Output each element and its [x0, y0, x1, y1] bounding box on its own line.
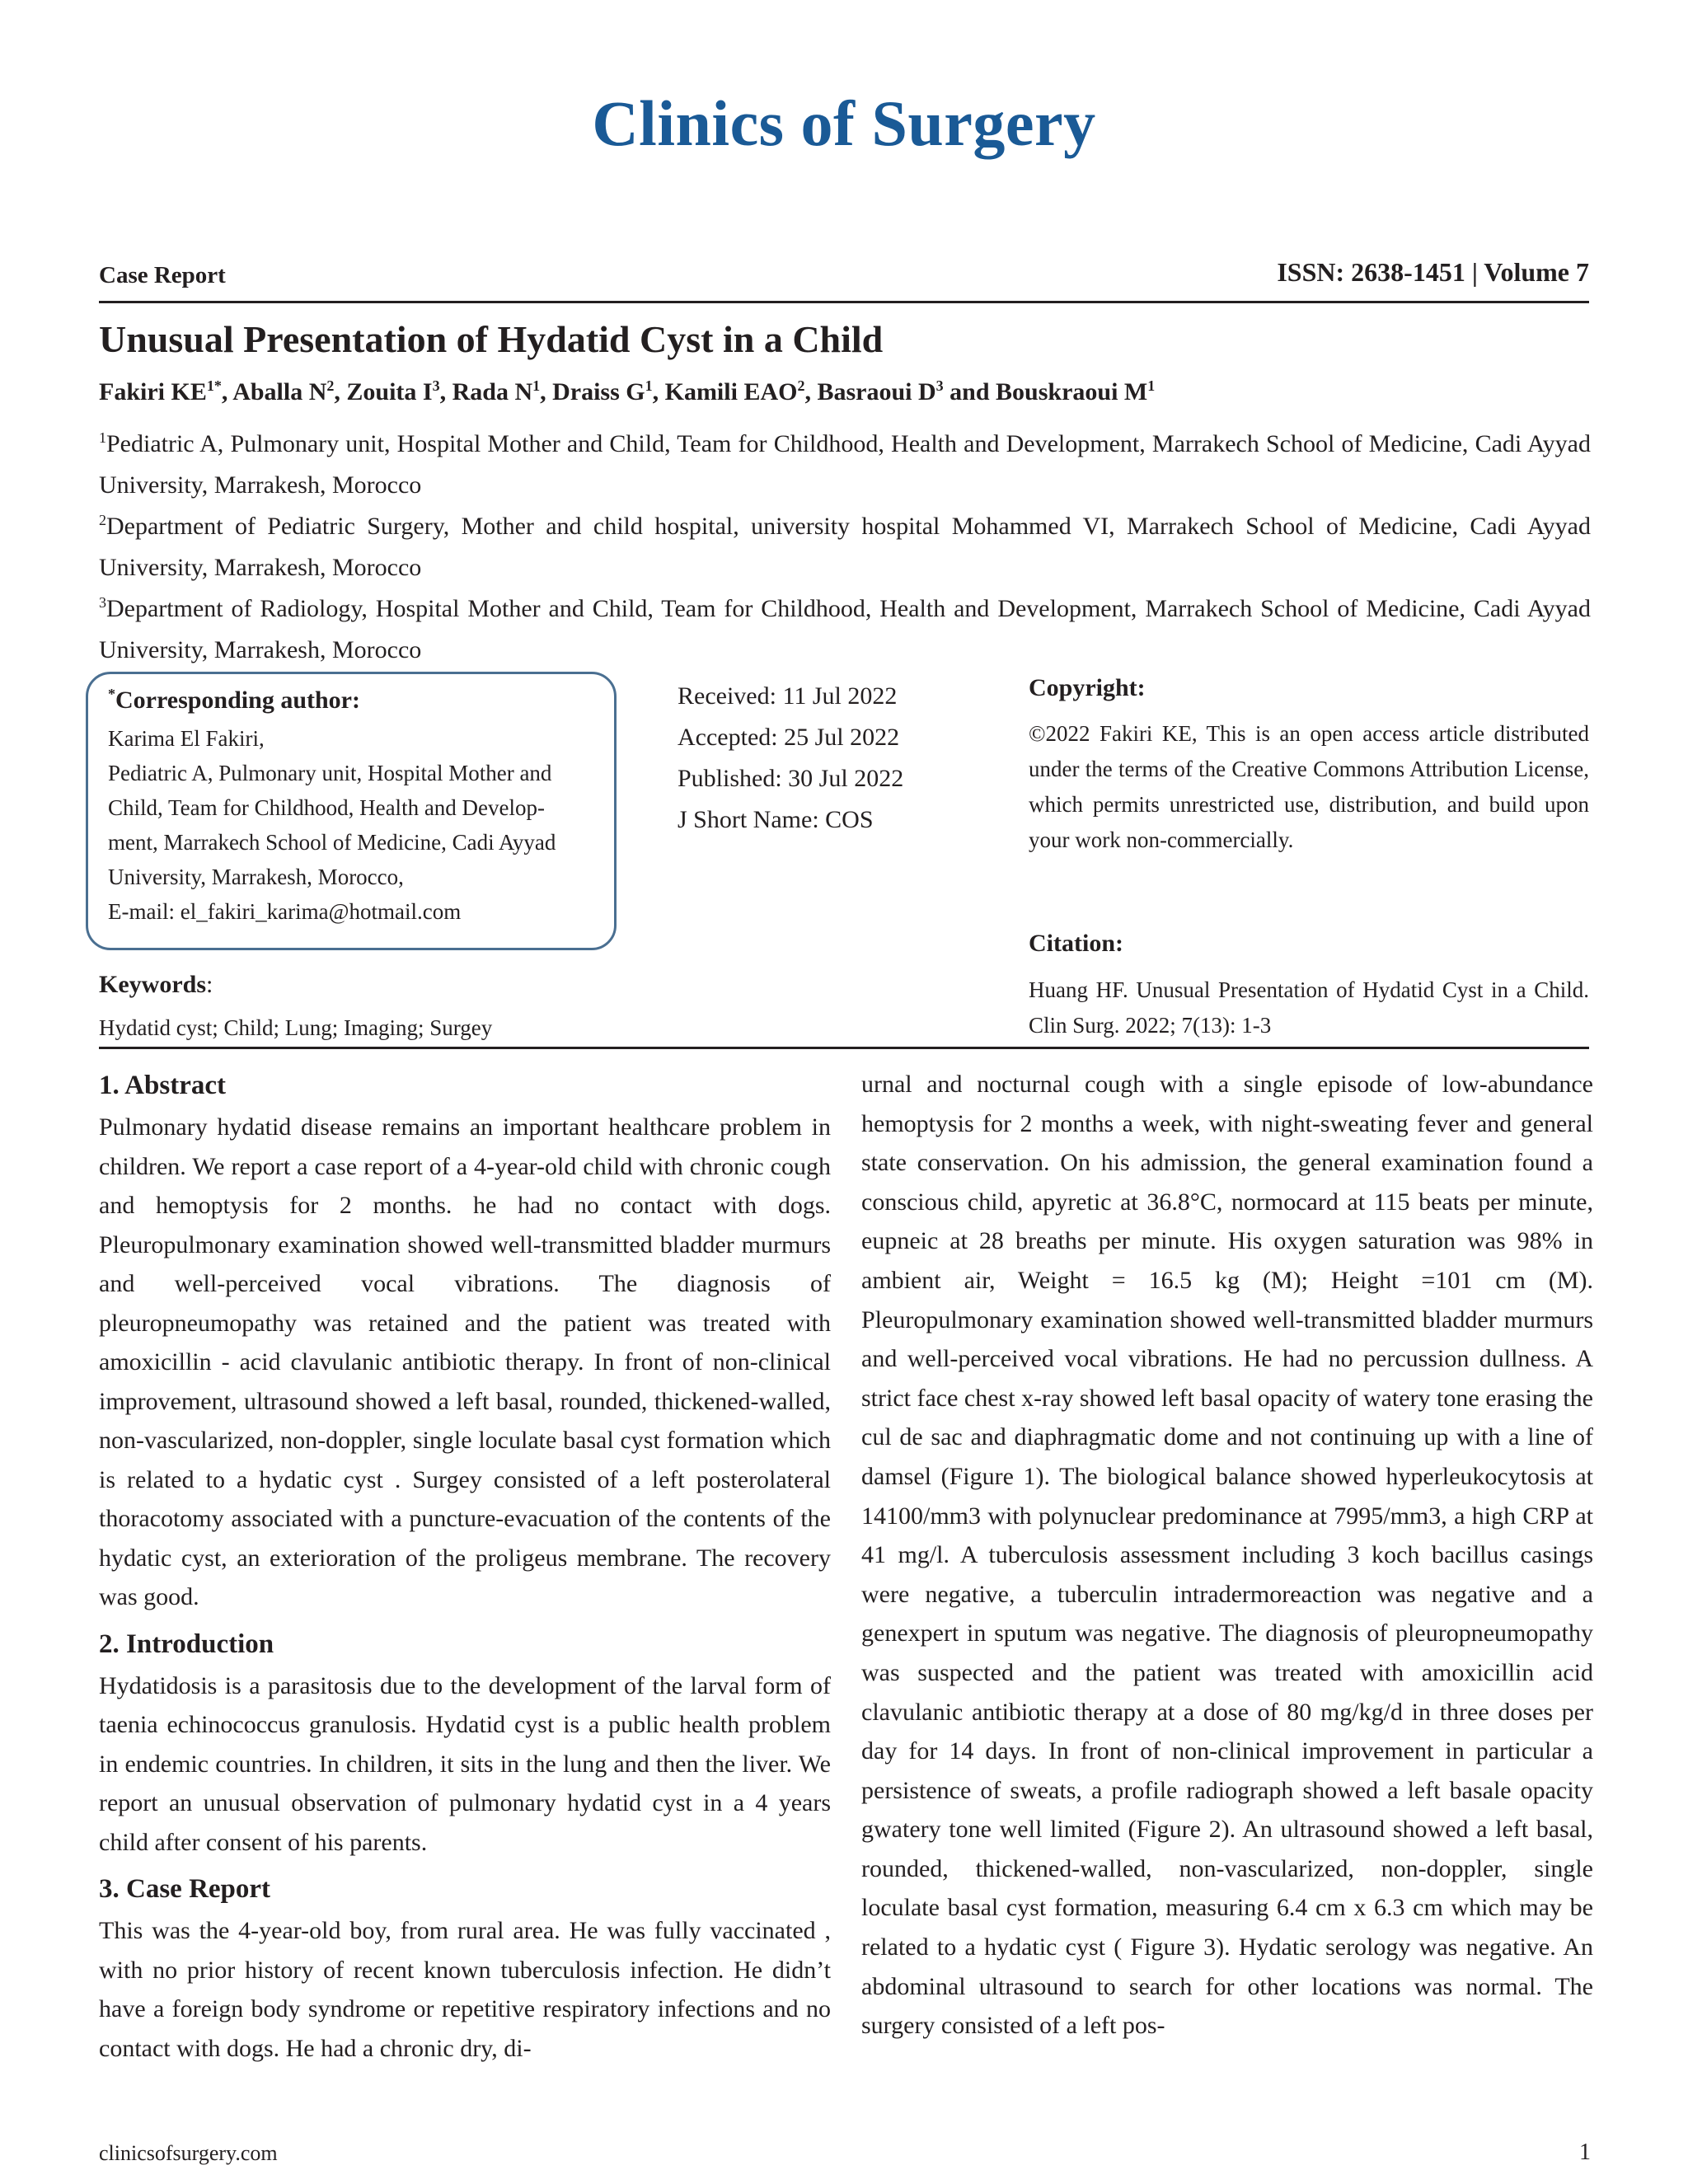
author: Aballa $N^2$,	[232, 377, 347, 405]
published-date: Published: 30 Jul 2022	[678, 765, 904, 792]
corresponding-author-address: ment, Marrakech School of Medicine, Cadi Ayyad	[108, 830, 556, 855]
author-list	[99, 377, 1591, 406]
accepted-date: Accepted: 25 Jul 2022	[678, 724, 900, 751]
journal-title: Clinics of Surgery	[592, 87, 1096, 159]
case-report-text: This was the 4-year-old boy, from rural area. He was fully vaccinated , with no prior history of recent known tuberculosis infection. He didn’t have a foreign body syndrome or repetitive respiratory infections and no contact with dogs. He had a chronic dry, di-	[99, 1917, 831, 2062]
affiliation-1: $^1$Pediatric A, Pulmonary unit, Hospital Mother and Child, Team for Childhood, Health and Development, Marrakech School of Medicine, Cadi Ayyad University, Marrakesh, Morocco	[99, 429, 1591, 499]
article-type: Case Report	[99, 262, 226, 288]
article-dates	[678, 676, 903, 841]
issn-volume: ISSN: 2638-1451 | Volume 7	[1277, 257, 1589, 287]
corresponding-author-name: Karima El Fakiri,	[108, 726, 265, 751]
author: Draiss $G^1$,	[552, 377, 665, 405]
footer-url[interactable]: clinicsofsurgery.com	[99, 2141, 278, 2165]
author: Zouita $I^3$,	[346, 377, 452, 405]
corresponding-author-address: University, Marrakesh, Morocco,	[108, 865, 404, 889]
keywords-title: Keywords:	[99, 971, 213, 998]
author: Kamili EAO$^2$,	[664, 377, 818, 405]
case-report-text-continued: urnal and nocturnal cough with a single episode of low-abundance hemoptysis for 2 months a week, with night-sweating fever and general state conservation. On his admission, the general examination found a conscious child, apyretic at 36.8°C, normocard at 115 beats per minute, eupneic at 28 breaths per minute. His oxygen saturation was 98% in ambient air, Weight = 16.5 kg (M); Height =101 cm (M). Pleuropulmonary examination showed well-transmitted bladder murmurs and well-perceived vocal vibrations. He had no percussion dullness. A strict face chest x-ray showed left basal opacity of watery tone erasing the cul de sac and diaphragmatic dome and not continuing up with a line of damsel (Figure 1). The biological balance showed hyperleukocytosis at 14100/mm3 with polynuclear predominance at 7995/mm3, a high CRP at 41 mg/l. A tuberculosis assessment including 3 koch bacillus casings were negative, a tuberculin intradermoreaction was negative and a genexpert in sputum was negative. The diagnosis of pleuropneumopathy was suspected and the patient was treated with amoxicillin acid clavulanic antibiotic therapy at a dose of 80 mg/kg/d in three doses per day for 14 days. In front of non-clinical improvement in particular a persistence of sweats, a profile radiograph showed a left basale opacity gwatery tone well limited (Figure 2). An ultrasound showed a left basal, rounded, thickened-walled, non-vascularized, non-doppler, single loculate basal cyst formation, measuring 6.4 cm x 6.3 cm which may be related to a hydatic cyst ( Figure 3). Hydatic serology was negative. An abdominal ultrasound to search for other locations was normal. The surgery consisted of a left pos-	[861, 1071, 1593, 2040]
affiliation-3: $^3$Department of Radiology, Hospital Mother and Child, Team for Childhood, Health and Development, Marrakech School of Medicine, Cadi Ayyad University, Marrakesh, Morocco	[99, 594, 1591, 663]
corresponding-author-title: *Corresponding author:	[108, 686, 360, 714]
author: Rada $N^1$,	[452, 377, 553, 405]
introduction-text: Hydatidosis is a parasitosis due to the development of the larval form of taenia echinococcus granulosis. Hydatid cyst is a public health problem in endemic countries. In children, it sits in the lung and then the liver. We report an unusual observation of pulmonary hydatid cyst in a 4 years child after consent of his parents.	[99, 1671, 831, 1856]
article-title: Unusual Presentation of Hydatid Cyst in a Child	[99, 318, 884, 360]
page-number: 1	[1579, 2139, 1591, 2165]
left-column	[99, 1065, 831, 2074]
corresponding-author-box	[86, 672, 617, 950]
abstract-heading: 1. Abstract	[99, 1071, 226, 1100]
header-rule	[99, 301, 1589, 303]
introduction-heading: 2. Introduction	[99, 1629, 274, 1659]
section-rule	[99, 1047, 1589, 1049]
keywords-text: Hydatid cyst; Child; Lung; Imaging; Surgey	[99, 1015, 493, 1040]
case-report-heading: 3. Case Report	[99, 1874, 271, 1904]
abstract-text: Pulmonary hydatid disease remains an important healthcare problem in children. We report a case report of a 4-year-old child with chronic cough and hemoptysis for 2 months. he had no contact with dogs. Pleuropulmonary examination showed well-transmitted bladder murmurs and well-perceived vocal vibrations. The diagnosis of pleuropneumopathy was retained and the patient was treated with amoxicillin - acid clavulanic antibiotic therapy. In front of non-clinical improvement, ultrasound showed a left basal, rounded, thickened-walled, non-vascularized, non-doppler, single loculate basal cyst formation which is related to a hydatic cyst . Surgey consisted of a left posterolateral thoracotomy associated with a puncture-evacuation of the contents of the hydatic cyst, an exterioration of the proligeus membrane. The recovery was good.	[99, 1113, 831, 1610]
citation-text: Huang HF. Unusual Presentation of Hydatid Cyst in a Child. Clin Surg. 2022; 7(13): 1-3	[1029, 977, 1589, 1038]
corresponding-author-address: Pediatric A, Pulmonary unit, Hospital Mother and	[108, 761, 552, 785]
citation-title: Citation:	[1029, 930, 1123, 957]
affiliation-2: $^2$Department of Pediatric Surgery, Mother and child hospital, university hospital Mohammed VI, Marrakech School of Medicine, Cadi Ayyad University, Marrakesh, Morocco	[99, 512, 1591, 581]
corresponding-author-address: Child, Team for Childhood, Health and Develop-	[108, 795, 546, 820]
copyright-text: ©2022 Fakiri KE, This is an open access article distributed under the terms of the Creative Commons Attribution License, which permits unrestricted use, distribution, and build upon your work non-commercially.	[1029, 721, 1589, 852]
received-date: Received: 11 Jul 2022	[678, 682, 898, 710]
author: Bouskraoui $M^1$	[996, 377, 1156, 405]
author: Fakiri $KE^{1*}$,	[99, 377, 233, 405]
right-column	[861, 1065, 1593, 2052]
journal-short-name: J Short Name: COS	[678, 806, 874, 833]
author: Basraoui $D^3$ and	[817, 377, 996, 405]
copyright-title: Copyright:	[1029, 674, 1146, 701]
corresponding-author-email[interactable]: E-mail: el_fakiri_karima@hotmail.com	[108, 899, 462, 924]
